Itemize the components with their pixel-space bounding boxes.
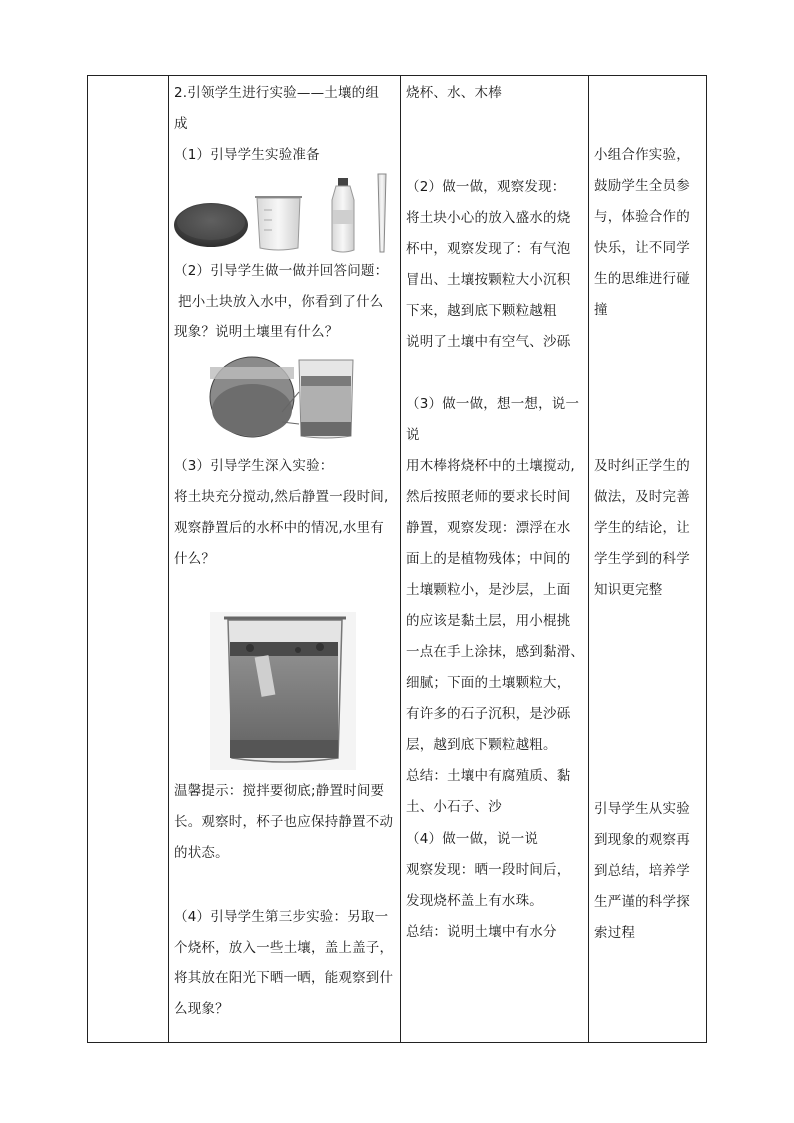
tip-text: 温馨提示：搅拌要彻底;静置时间要 — [174, 783, 385, 799]
intent-text: 到总结，培养学 — [594, 863, 690, 879]
student-step3: 说 — [406, 427, 420, 443]
student-step3: 一点在手上涂抹，感到黏滑、 — [406, 644, 585, 660]
intent-text: 到现象的观察再 — [594, 832, 690, 848]
student-step2: 说明了土壤中有空气、沙砾 — [406, 334, 571, 350]
step2-text: 现象？说明土壤里有什么？ — [174, 324, 339, 340]
step3-text: 观察静置后的水杯中的情况,水里有 — [174, 520, 384, 536]
materials-text: 烧杯、水、木棒 — [406, 85, 502, 101]
intent-text: 与，体验合作的 — [594, 209, 690, 225]
soil-in-water-image — [207, 352, 357, 442]
intent-text: 学生的结论，让 — [594, 520, 690, 536]
student-step2: 将土块小心的放入盛水的烧 — [406, 210, 571, 226]
intent-text: 引导学生从实验 — [594, 801, 690, 817]
stir-rod-icon — [378, 174, 386, 252]
student-step2: 下来，越到底下颗粒越粗 — [406, 303, 557, 319]
student-step3: 层，越到底下颗粒越粗。 — [406, 737, 557, 753]
tip-text: 的状态。 — [174, 845, 229, 861]
materials-image — [172, 170, 397, 256]
student-step3: 有许多的石子沉积，是沙砾 — [406, 706, 571, 722]
intent-text: 知识更完整 — [594, 582, 663, 598]
student-step3: （3）做一做，想一想，说一 — [406, 396, 580, 412]
intent-text: 生严谨的科学探 — [594, 894, 690, 910]
student-summary: 土、小石子、沙 — [406, 799, 502, 815]
intent-text: 索过程 — [594, 925, 636, 941]
step4-text: 么现象？ — [174, 1001, 229, 1017]
student-step2: 冒出、土壤按颗粒大小沉积 — [406, 272, 571, 288]
student-step4: 发现烧杯盖上有水珠。 — [406, 893, 543, 909]
step3-text: （3）引导学生深入实验： — [174, 458, 334, 474]
student-step3: 面上的是植物残体；中间的 — [406, 551, 571, 567]
beaker-water-icon — [299, 360, 353, 438]
soil-pile-icon — [174, 203, 248, 247]
student-step3: 的应该是黏土层，用小棍挑 — [406, 613, 571, 629]
step3-text: 将土块充分搅动,然后静置一段时间, — [174, 489, 389, 505]
student-step4: 观察发现：晒一段时间后， — [406, 862, 571, 878]
step4-text: 个烧杯，放入一些土壤，盖上盖子， — [174, 940, 394, 956]
settled-beaker-image — [210, 612, 356, 770]
step4-text: （4）引导学生第三步实验：另取一 — [174, 909, 389, 925]
section-title: 2.引领学生进行实验——土壤的组 — [174, 85, 380, 101]
intent-text: 快乐，让不同学 — [594, 240, 690, 256]
student-summary: 总结：说明土壤中有水分 — [406, 924, 557, 940]
student-step2: 杯中，观察发现了：有气泡 — [406, 241, 571, 257]
step4-text: 将其放在阳光下晒一晒，能观察到什 — [174, 970, 394, 986]
step2-text: 把小土块放入水中，你看到了什么 — [178, 294, 384, 310]
intent-text: 学生学到的科学 — [594, 551, 690, 567]
tip-text: 长。观察时，杯子也应保持静置不动 — [174, 814, 394, 830]
intent-text: 生的思维进行碰 — [594, 271, 690, 287]
intent-text: 做法，及时完善 — [594, 489, 690, 505]
step3-text: 什么？ — [174, 551, 216, 567]
student-step3: 用木棒将烧杯中的土壤搅动, — [406, 458, 575, 474]
column-divider — [400, 76, 401, 1042]
student-step3: 然后按照老师的要求长时间 — [406, 489, 571, 505]
column-divider — [168, 76, 169, 1042]
intent-text: 及时纠正学生的 — [594, 458, 690, 474]
student-step2: （2）做一做，观察发现： — [406, 179, 566, 195]
beaker-icon — [255, 197, 302, 250]
intent-text: 小组合作实验， — [594, 147, 690, 163]
intent-text: 撞 — [594, 302, 608, 318]
step1-text: （1）引导学生实验准备 — [174, 147, 320, 163]
student-step3: 静置，观察发现：漂浮在水 — [406, 520, 571, 536]
student-step3: 土壤颗粒小，是沙层，上面 — [406, 582, 571, 598]
column-divider — [588, 76, 589, 1042]
student-step4: （4）做一做，说一说 — [406, 831, 539, 847]
section-title-cont: 成 — [174, 116, 188, 132]
intent-text: 鼓励学生全员参 — [594, 178, 690, 194]
student-step3: 细腻；下面的土壤颗粒大， — [406, 675, 571, 691]
step2-text: （2）引导学生做一做并回答问题： — [174, 263, 389, 279]
water-bottle-icon — [332, 178, 354, 252]
student-summary: 总结：土壤中有腐殖质、黏 — [406, 768, 571, 784]
magnified-soil-icon — [210, 357, 294, 437]
